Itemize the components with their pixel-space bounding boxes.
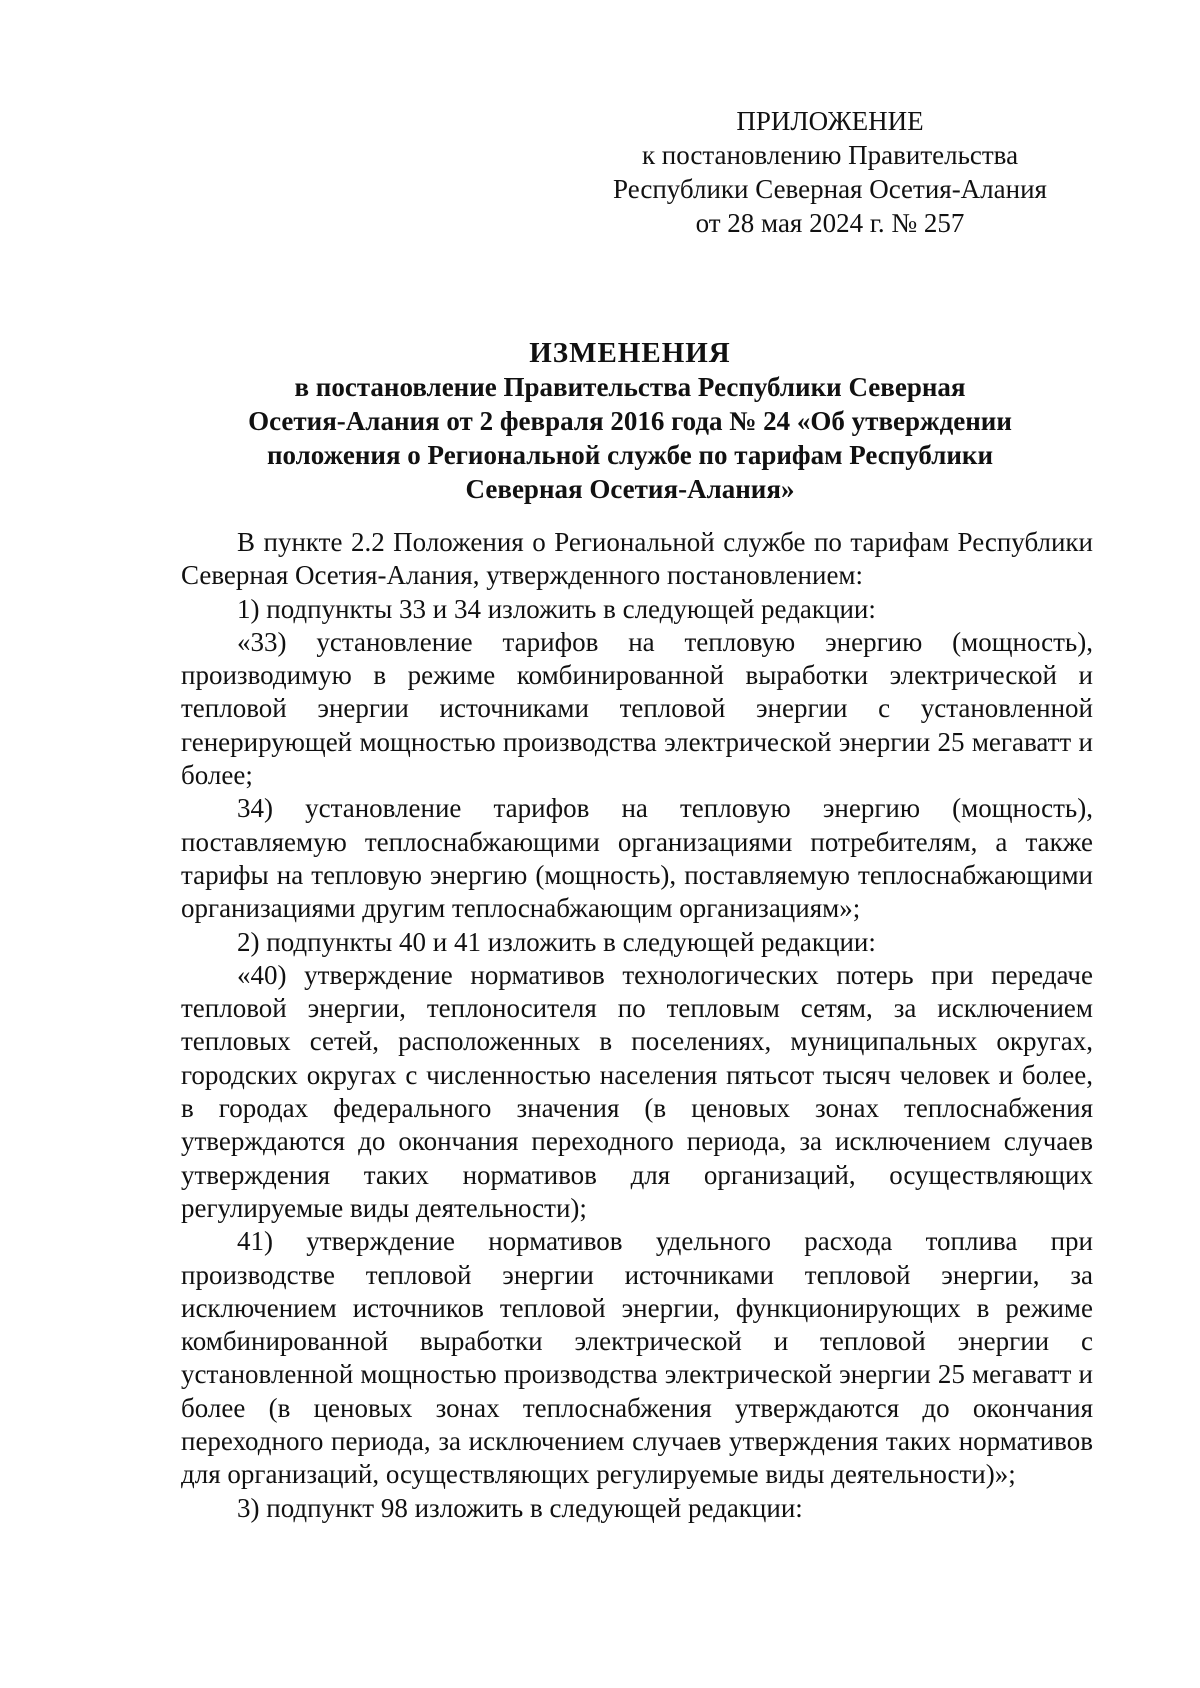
title-line-4: Северная Осетия-Алания» <box>465 474 795 504</box>
item-1: 1) подпункты 33 и 34 изложить в следующей редакции: <box>237 593 876 624</box>
title-line-1: в постановление Правительства Республики Северная <box>294 372 966 402</box>
document-body <box>181 526 1093 1525</box>
appendix-header <box>560 104 1100 240</box>
document-title <box>180 336 1080 506</box>
subitem-40: «40) утверждение нормативов технологических потерь при передаче тепловой энергии, теплоносителя по тепловым сетям, за исключением тепловых сетей, расположенных в поселениях, муниципальных округах, городских округах с численностью населения пятьсот тысяч человек и более, в городах федерального значения (в ценовых зонах теплоснабжения утверждаются до окончания переходного периода, за исключением случаев утверждения таких нормативов для организаций, осуществляющих регулируемые виды деятельности); <box>181 959 1093 1223</box>
intro-paragraph: В пункте 2.2 Положения о Региональной службе по тарифам Республики Северная Осетия-Алания, утвержденного постановлением: <box>181 527 1093 591</box>
subitem-33: «33) установление тарифов на тепловую энергию (мощность), производимую в режиме комбинированной выработки электрической и тепловой энергии источниками тепловой энергии с установленной генерирующей мощностью производства электрической энергии 25 мегаватт и более; <box>181 626 1093 791</box>
title-main: ИЗМЕНЕНИЯ <box>529 337 731 369</box>
title-line-3: положения о Региональной службе по тарифам Республики <box>266 440 994 470</box>
appendix-date-number: от 28 мая 2024 г. № 257 <box>695 208 965 238</box>
appendix-reference: к постановлению Правительства <box>641 140 1019 170</box>
item-2: 2) подпункты 40 и 41 изложить в следующей редакции: <box>237 926 876 957</box>
item-3: 3) подпункт 98 изложить в следующей редакции: <box>237 1492 803 1523</box>
subitem-41: 41) утверждение нормативов удельного расхода топлива при производстве тепловой энергии источниками тепловой энергии, за исключением источников тепловой энергии, функционирующих в режиме комбинированной выработки электрической и тепловой энергии с установленной мощностью производства электрической энергии 25 мегаватт и более (в ценовых зонах теплоснабжения утверждаются до окончания переходного периода, за исключением случаев утверждения таких нормативов для организаций, осуществляющих регулируемые виды деятельности)»; <box>181 1226 1093 1490</box>
subitem-34: 34) установление тарифов на тепловую энергию (мощность), поставляемую теплоснабжающими организациями потребителям, а также тарифы на тепловую энергию (мощность), поставляемую теплоснабжающими организациями другим теплоснабжающим организациям»; <box>181 793 1093 924</box>
title-line-2: Осетия-Алания от 2 февраля 2016 года № 24 «Об утверждении <box>248 406 1012 436</box>
appendix-label: ПРИЛОЖЕНИЕ <box>736 106 924 136</box>
appendix-government: Республики Северная Осетия-Алания <box>613 174 1047 204</box>
